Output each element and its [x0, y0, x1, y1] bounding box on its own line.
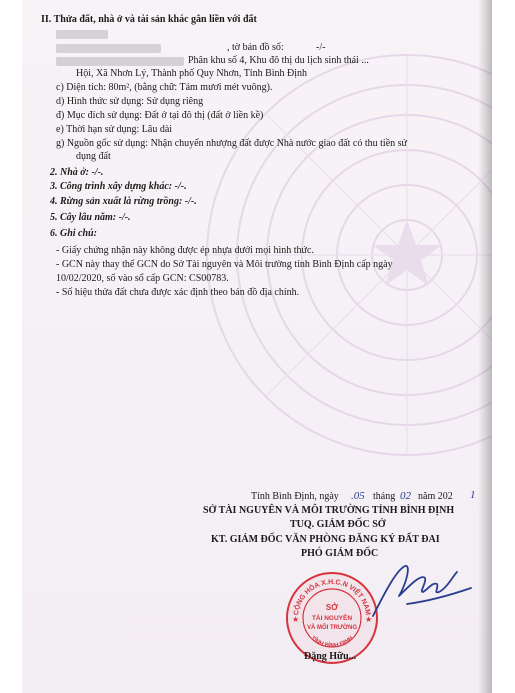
page-edge-shadow — [478, 0, 492, 693]
note-1: - Giấy chứng nhận này không được ép nhựa dưới mọi hình thức. — [56, 245, 314, 256]
authorization-title: TUQ. GIÁM ĐỐC SỞ — [290, 519, 386, 530]
usage-purpose: đ) Mục đích sử dụng: Đất ở tại đô thị (đất ở liền kề) — [56, 110, 264, 121]
stamp-center-line-1: SỞ — [325, 603, 339, 612]
department-name: SỞ TÀI NGUYÊN VÀ MÔI TRƯỜNG TỈNH BÌNH ĐỊNH — [203, 505, 455, 516]
date-day: .05 — [351, 490, 365, 502]
redacted-address-prefix — [56, 57, 184, 66]
item-construction: 3. Công trình xây dựng khác: -/-. — [50, 181, 187, 192]
month-label: tháng — [373, 491, 396, 502]
map-sheet-value: -/- — [316, 42, 326, 53]
note-3: - Số hiệu thửa đất chưa được xác định theo bản đồ địa chính. — [56, 287, 300, 298]
signer-name: Đặng Hữu... — [304, 651, 357, 662]
note-2-line-1: - GCN này thay thế GCN do Sở Tài nguyên và Môi trường tỉnh Bình Định cấp ngày — [56, 259, 393, 270]
item-forest: 4. Rừng sản xuất là rừng trồng: -/-. — [50, 196, 197, 207]
usage-form: d) Hình thức sử dụng: Sử dụng riêng — [56, 96, 204, 107]
svg-text:★: ★ — [365, 615, 373, 624]
map-sheet-label: , tờ bản đồ số: — [227, 42, 284, 53]
stamp-bottom-text: TỈNH BÌNH ĐỊNH — [309, 635, 355, 650]
item-house: 2. Nhà ở: -/-. — [50, 167, 104, 178]
deputy-director-title: PHÓ GIÁM ĐỐC — [301, 548, 379, 559]
usage-term: e) Thời hạn sử dụng: Lâu dài — [56, 124, 173, 135]
year-label: năm 202 — [418, 491, 453, 502]
stamp-ring-text: CỘNG HÒA X.H.C.N VIỆT NAM — [293, 578, 371, 616]
land-origin-line-2: dụng đất — [76, 151, 111, 162]
handwritten-signature — [367, 548, 477, 628]
redacted-parcel-info — [56, 44, 161, 53]
note-2-line-2: 10/02/2020, số vào sổ cấp GCN: CS00783. — [56, 273, 229, 284]
notes-heading: 6. Ghi chú: — [50, 228, 97, 239]
item-perennial: 5. Cây lâu năm: -/-. — [50, 212, 131, 223]
land-area: c) Diện tích: 80m², (bằng chữ: Tám mươi mét vuông). — [56, 82, 273, 93]
certificate-page — [22, 0, 492, 693]
redacted-parcel-number — [56, 30, 108, 39]
land-origin-line-1: g) Nguồn gốc sử dụng: Nhận chuyển nhượng đất được Nhà nước giao đất có thu tiền sử — [56, 138, 407, 149]
section-heading: II. Thửa đất, nhà ở và tài sản khác gắn liền với đất — [41, 14, 257, 25]
address-line-2: Hội, Xã Nhơn Lý, Thành phố Quy Nhơn, Tỉnh Bình Định — [76, 68, 308, 79]
stamp-center-line-3: VÀ MÔI TRƯỜNG — [306, 625, 358, 631]
date-prefix: Tỉnh Bình Định, ngày — [251, 491, 339, 502]
year-digit: 1 — [470, 489, 476, 501]
svg-text:★: ★ — [292, 615, 300, 624]
date-month: 02 — [400, 490, 411, 502]
office-director-title: KT. GIÁM ĐỐC VĂN PHÒNG ĐĂNG KÝ ĐẤT ĐAI — [211, 534, 440, 545]
address-line-1: Phân khu số 4, Khu đô thị du lịch sinh thái ... — [188, 55, 369, 66]
stamp-center-line-2: TÀI NGUYÊN — [311, 615, 353, 622]
